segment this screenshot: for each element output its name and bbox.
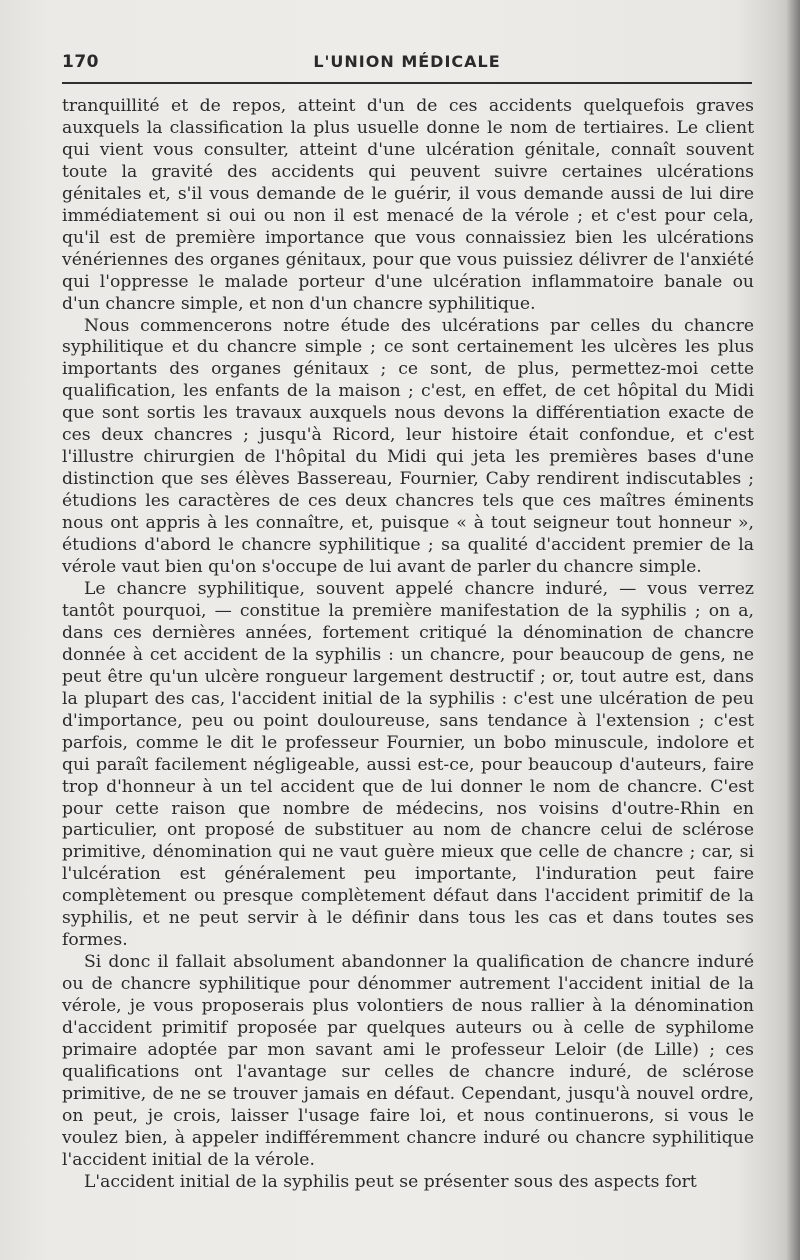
paragraph: Nous commencerons notre étude des ulcérations par celles du chancre syphilitique et du chancre simple ; ce sont certainement les ulcères les plus importants des organes génitaux ; ce sont, de plus, permettez-moi cette qualification, les enfants de la maison ; c'est, en effet, de cet hôpital du Midi que sont sortis les travaux auxquels nous devons la différentiation exacte de ces deux chancres ; jusqu'à Ricord, leur histoire était confondue, et c'est l'illustre chirurgien de l'hôpital du Midi qui jeta les premières bases d'une distinction que ses élèves Bassereau, Fournier, Caby rendirent indiscutables ; étudions les caractères de ces deux chancres tels que ces maîtres éminents nous ont appris à les connaître, et, puisque « à tout seigneur tout honneur », étudions d'abord le chancre syphilitique ; sa qualité d'accident premier de la vérole vaut bien qu'on s'occupe de lui avant de parler du chancre simple. — [62, 315, 754, 578]
paragraph: L'accident initial de la syphilis peut se présenter sous des aspects fort — [84, 1171, 697, 1192]
header-rule — [62, 82, 752, 84]
journal-title: L'UNION MÉDICALE — [313, 52, 501, 71]
paragraph: Si donc il fallait absolument abandonner la qualification de chancre induré ou de chancre syphilitique pour dénommer autrement l'accident initial de la vérole, je vous proposerais plus volontiers de nous rallier à la dénomination d'accident primitif proposée par quelques auteurs ou à celle de syphilome primaire adoptée par mon savant ami le professeur Leloir (de Lille) ; ces qualifications ont l'avantage sur celles de chancre induré, de sclérose primitive, de ne se trouver jamais en défaut. Cependant, jusqu'à nouvel ordre, on peut, je crois, laisser l'usage faire loi, et nous continuerons, si vous le voulez bien, à appeler indifféremment chancre induré ou chancre syphilitique l'accident initial de la vérole. — [62, 952, 754, 1170]
body-text — [62, 96, 754, 1194]
page-edge-shadow — [786, 0, 800, 1260]
page-number: 170 — [62, 52, 99, 72]
paragraph: Le chancre syphilitique, souvent appelé chancre induré, — vous verrez tantôt pourquoi, — constitue la première manifestation de la syphilis ; on a, dans ces dernières années, fortement critiqué la dénomination de chancre donnée à cet accident de la syphilis : un chancre, pour beaucoup de gens, ne peut être qu'un ulcère rongueur largement destructif ; or, tout autre est, dans la plupart des cas, l'accident initial de la syphilis : c'est une ulcération de peu d'importance, peu ou point douloureuse, sans tendance à l'extension ; c'est parfois, comme le dit le professeur Fournier, un bobo minuscule, indolore et qui paraît facilement négligeable, aussi est-ce, pour beaucoup d'auteurs, faire trop d'honneur à un tel accident que de lui donner le nom de chancre. C'est pour cette raison que nombre de médecins, nos voisins d'outre-Rhin en particulier, ont proposé de substituer au nom de chancre celui de sclérose primitive, dénomination qui ne vaut guère mieux que celle de chancre ; car, si l'ulcération est généralement peu importante, l'induration peut faire complètement ou presque complètement défaut dans l'accident primitif de la syphilis, et ne peut servir à le définir dans tous les cas et dans toutes ses formes. — [62, 578, 754, 951]
paragraph: tranquillité et de repos, atteint d'un de ces accidents quelquefois graves auxquels la classification la plus usuelle donne le nom de tertiaires. Le client qui vient vous consulter, atteint d'une ulcération génitale, connaît souvent toute la gravité des accidents qui peuvent suivre certaines ulcérations génitales et, s'il vous demande de le guérir, il vous demande aussi de lui dire immédiatement si oui ou non il est menacé de la vérole ; et c'est pour cela, qu'il est de première importance que vous connaissiez bien les ulcérations vénériennes des organes génitaux, pour que vous puissiez délivrer de l'anxiété qui l'oppresse le malade porteur d'une ulcération inflammatoire banale ou d'un chancre simple, et non d'un chancre syphilitique. — [62, 96, 754, 314]
running-header — [62, 52, 752, 82]
